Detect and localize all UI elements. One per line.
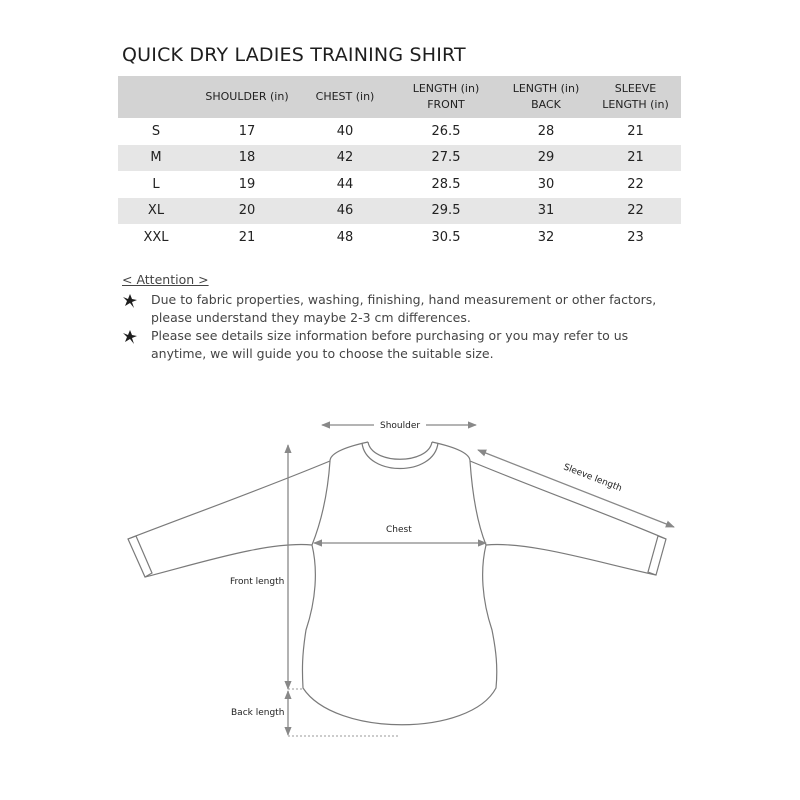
size-cell: S [151, 123, 161, 139]
header-length-back: LENGTH (in) BACK [502, 76, 590, 118]
header-shoulder: SHOULDER (in) [194, 76, 300, 118]
sleeve-length-label: Sleeve length [561, 462, 624, 494]
sleeve-length-cell: 22 [590, 198, 681, 225]
chest-cell: 40 [336, 123, 354, 139]
sleeve-length-cell: 23 [627, 229, 644, 245]
front-length-label: Front length [230, 577, 285, 587]
chest-cell: 48 [336, 229, 354, 245]
sleeve-length-cell: 21 [627, 123, 644, 139]
pin-star-icon [122, 329, 138, 345]
table-row [118, 198, 681, 225]
sleeve-length-cell: 22 [627, 176, 644, 192]
page-title: QUICK DRY LADIES TRAINING SHIRT [122, 44, 466, 66]
shirt-measurement-diagram [0, 395, 800, 800]
shoulder-cell: 17 [238, 123, 256, 139]
table-row [118, 224, 681, 251]
length-front-cell: 26.5 [431, 123, 461, 139]
length-front-cell: 29.5 [390, 198, 502, 225]
length-back-cell: 31 [502, 198, 590, 225]
length-front-cell: 30.5 [431, 229, 461, 245]
chest-label: Chest [386, 525, 412, 535]
length-back-cell: 32 [537, 229, 555, 245]
sleeve-length-arrow [478, 450, 674, 527]
attention-note [122, 327, 682, 363]
size-cell: XXL [143, 229, 169, 245]
sleeve-length-cell: 21 [590, 145, 681, 172]
length-back-cell: 30 [537, 176, 555, 192]
chest-cell: 42 [300, 145, 390, 172]
back-length-label: Back length [231, 708, 285, 718]
attention-note-line: Please see details size information before purchasing or you may refer to us [151, 328, 629, 343]
attention-heading: < Attention > [122, 272, 209, 287]
pin-star-icon [122, 293, 138, 309]
table-row [118, 145, 681, 172]
table-row [118, 118, 681, 145]
header-size [118, 76, 194, 118]
size-chart-table [118, 76, 681, 251]
size-cell: XL [118, 198, 194, 225]
length-front-cell: 27.5 [390, 145, 502, 172]
attention-note-line: anytime, we will guide you to choose the suitable size. [151, 346, 494, 361]
table-row [118, 171, 681, 198]
table-header-row [118, 76, 681, 118]
shoulder-cell: 21 [238, 229, 256, 245]
attention-note-line: Due to fabric properties, washing, finishing, hand measurement or other factors, [151, 292, 657, 307]
attention-note-line: please understand they maybe 2-3 cm differences. [151, 310, 471, 325]
size-cell: M [118, 145, 194, 172]
chest-cell: 44 [336, 176, 354, 192]
length-front-cell: 28.5 [431, 176, 461, 192]
size-cell: L [152, 176, 160, 192]
shoulder-cell: 20 [194, 198, 300, 225]
shoulder-cell: 18 [194, 145, 300, 172]
length-back-cell: 29 [502, 145, 590, 172]
shoulder-cell: 19 [238, 176, 256, 192]
shoulder-label-text: Shoulder [380, 421, 421, 431]
header-chest: CHEST (in) [300, 76, 390, 118]
length-back-cell: 28 [537, 123, 555, 139]
attention-note [122, 291, 682, 327]
header-length-front: LENGTH (in) FRONT [390, 76, 502, 118]
chest-cell: 46 [300, 198, 390, 225]
shirt-outline [128, 442, 666, 725]
header-sleeve-length: SLEEVE LENGTH (in) [590, 76, 681, 118]
